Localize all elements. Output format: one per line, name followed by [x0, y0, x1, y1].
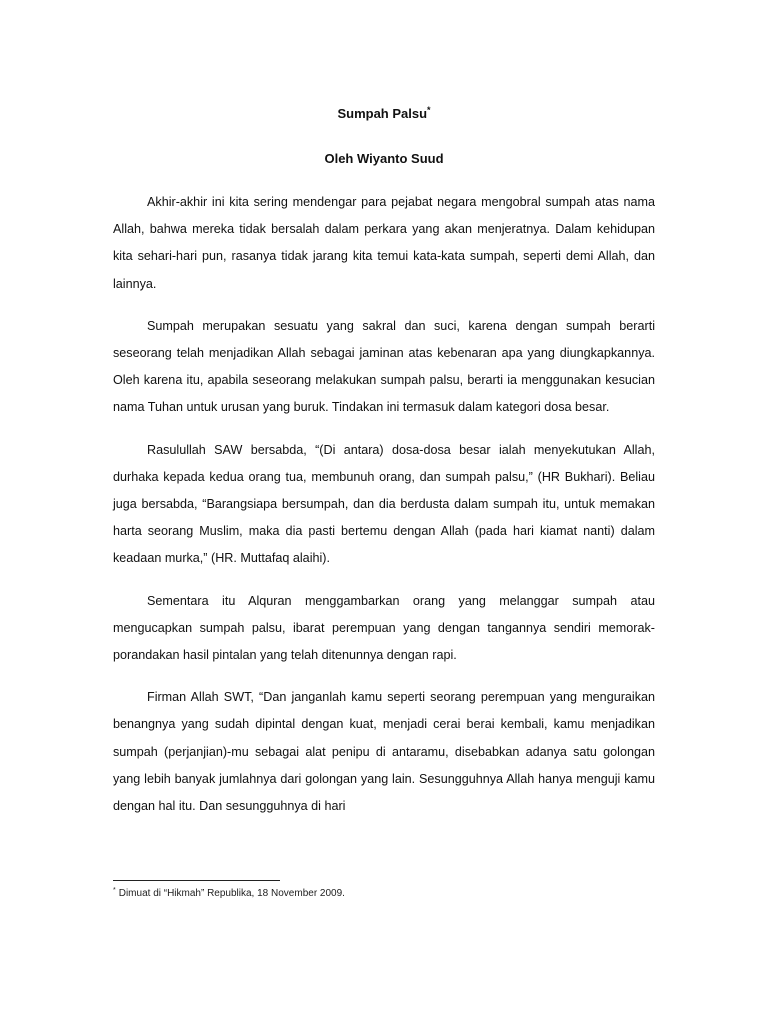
document-author: Oleh Wiyanto Suud — [324, 151, 444, 166]
document-title — [0, 105, 768, 123]
paragraph-2: Sumpah merupakan sesuatu yang sakral dan suci, karena dengan sumpah berarti seseorang telah menjadikan Allah sebagai jaminan atas kebenaran apa yang diungkapkannya. Oleh karena itu, apabila seseorang melakukan sumpah palsu, berarti ia menggunakan kesucian nama Tuhan untuk urusan yang buruk. Tindakan ini termasuk dalam kategori dosa besar. — [113, 318, 655, 415]
paragraph-5: Firman Allah SWT, “Dan janganlah kamu seperti seorang perempuan yang menguraikan benangnya yang sudah dipintal dengan kuat, menjadi cerai berai kembali, kamu menjadikan sumpah (perjanjian)-mu sebagai alat penipu di antaramu, disebabkan adanya satu golongan yang lebih banyak jumlahnya dari golongan yang lain. Sesungguhnya Allah hanya menguji kamu dengan hal itu. Dan sesungguhnya di hari — [113, 690, 655, 814]
title-footnote-marker: * — [427, 105, 431, 115]
document-body — [113, 189, 655, 835]
footnote — [113, 887, 345, 901]
footnote-divider — [113, 880, 280, 881]
footnote-marker: * — [113, 887, 116, 894]
footnote-text: Dimuat di “Hikmah” Republika, 18 November 2009. — [118, 888, 345, 899]
title-text: Sumpah Palsu — [337, 106, 428, 121]
paragraph-1: Akhir-akhir ini kita sering mendengar para pejabat negara mengobral sumpah atas nama Allah, bahwa mereka tidak bersalah dalam perkara yang akan menjeratnya. Dalam kehidupan kita sehari-hari pun, rasanya tidak jarang kita temui kata-kata sumpah, seperti demi Allah, dan lainnya. — [113, 195, 655, 291]
paragraph-4: Sementara itu Alquran menggambarkan orang yang melanggar sumpah atau mengucapkan sumpah palsu, ibarat perempuan yang dengan tangannya sendiri memorak-porandakan hasil pintalan yang telah ditenunnya dengan rapi. — [113, 593, 655, 663]
paragraph-3: Rasulullah SAW bersabda, “(Di antara) dosa-dosa besar ialah menyekutukan Allah, durhaka kepada kedua orang tua, membunuh orang, dan sumpah palsu,” (HR Bukhari). Beliau juga bersabda, “Barangsiapa bersumpah, dan dia berdusta dalam sumpah itu, untuk memakan harta seorang Muslim, maka dia pasti bertemu dengan Allah (pada hari kiamat nanti) dalam keadaan murka,” (HR. Muttafaq alaihi). — [113, 442, 655, 566]
